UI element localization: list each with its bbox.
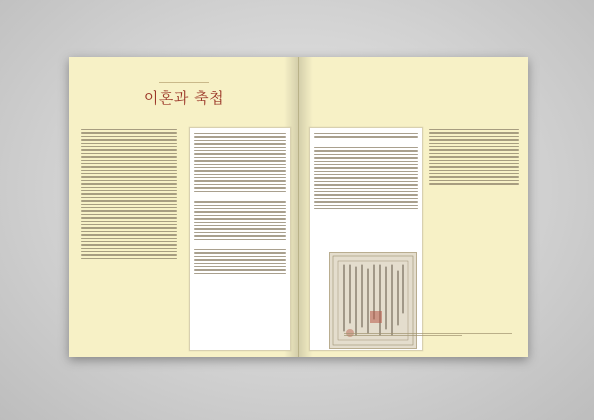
photo-caption: [344, 331, 512, 336]
body-text-column-2: [194, 131, 286, 345]
body-text-column-4: [429, 127, 519, 327]
text-box-right-page: [309, 127, 423, 351]
text-box-left-page: [189, 127, 291, 351]
body-text-column-1: [81, 127, 177, 339]
article-title: 이혼과 축첩: [143, 89, 225, 107]
body-text-column-3: [314, 131, 418, 241]
kicker-divider: [159, 82, 209, 83]
right-page: [299, 57, 528, 357]
magazine-spread: [69, 57, 528, 357]
left-page: [69, 57, 298, 357]
